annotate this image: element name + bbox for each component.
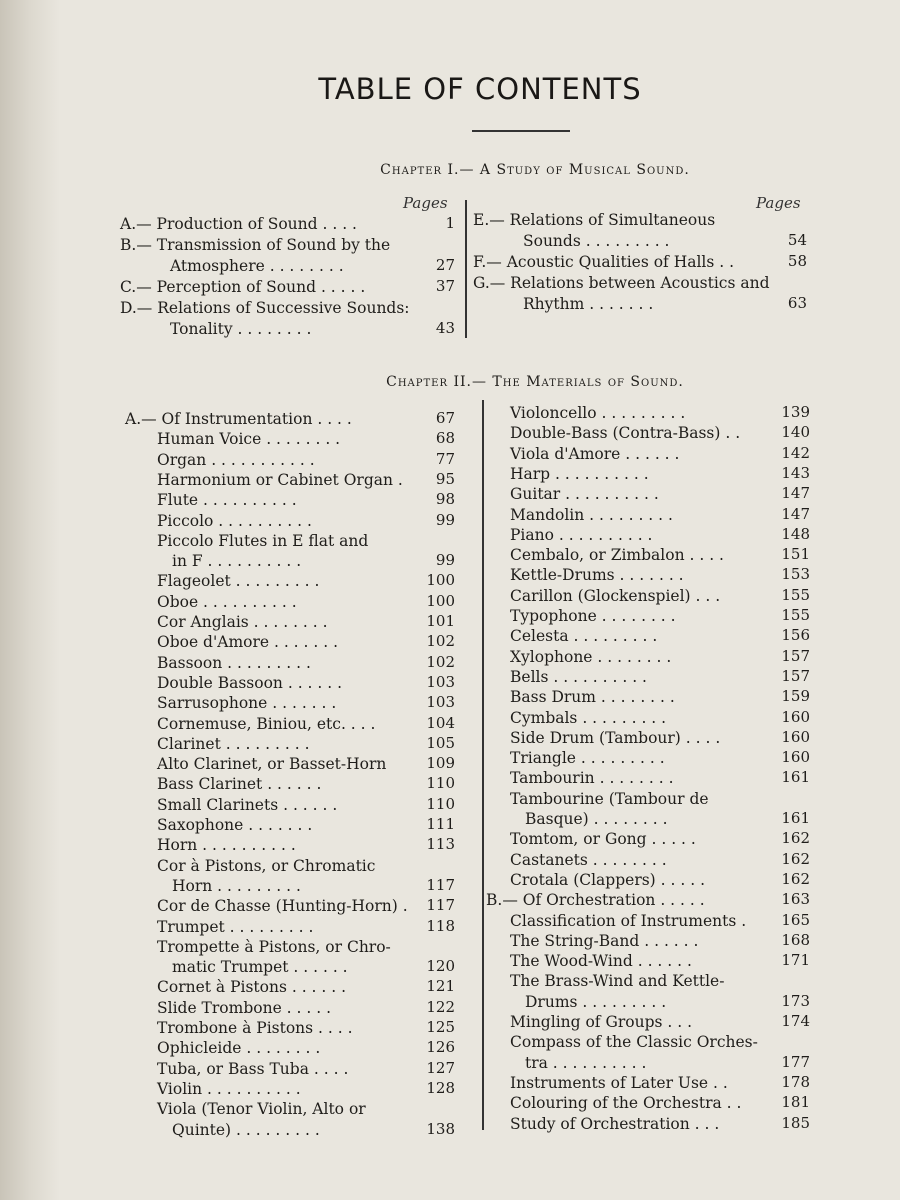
toc-entry-label: Alto Clarinet, or Basset-Horn (157, 755, 387, 774)
toc-entry-label: Trompette à Pistons, or Chro- (157, 937, 391, 956)
toc-entry-label-continued: Sounds . . . . . . . . . (523, 232, 670, 250)
toc-entry-label: Oboe . . . . . . . . . . (157, 592, 297, 611)
toc-entry-page: 102 (426, 652, 455, 671)
toc-entry-label: Organ . . . . . . . . . . . (157, 450, 315, 469)
toc-entry-label: Trumpet . . . . . . . . . (157, 917, 314, 936)
toc-entry-page: 111 (426, 815, 455, 833)
toc-entry-label: The String-Band . . . . . . (510, 931, 699, 950)
toc-entry-page: 157 (781, 666, 810, 685)
toc-entry-page: 110 (426, 794, 455, 813)
toc-entry-label-continued: Basque) . . . . . . . . (525, 810, 668, 828)
toc-entry-label: Cymbals . . . . . . . . . (510, 708, 667, 727)
toc-entry-page: 117 (426, 875, 455, 894)
toc-entry-page: 140 (781, 423, 810, 442)
toc-entry-label: F.— Acoustic Qualities of Halls . . (473, 253, 735, 271)
toc-entry-label: B.— Transmission of Sound by the (120, 236, 391, 254)
toc-entry-label: Colouring of the Orchestra . . (510, 1094, 742, 1113)
toc-entry-label: Sarrusophone . . . . . . . (157, 694, 337, 713)
chapter1-pages-label-left: Pages (403, 194, 448, 212)
toc-entry-label: Saxophone . . . . . . . (157, 816, 313, 834)
chapter1-column-divider (465, 200, 467, 338)
chapter1-heading: Chapter I.— A Study of Musical Sound. (380, 162, 690, 178)
toc-entry-label-continued: Tonality . . . . . . . . (170, 320, 312, 338)
toc-entry-label: A.— Of Instrumentation . . . . (125, 410, 352, 428)
toc-entry-label: Bass Drum . . . . . . . . (510, 688, 675, 707)
toc-entry-label: Mandolin . . . . . . . . . (510, 505, 673, 524)
toc-entry-page: 43 (435, 319, 455, 337)
toc-entry-page: 122 (426, 997, 455, 1016)
toc-page (70, 0, 900, 1200)
toc-entry-label: The Wood-Wind . . . . . . (510, 952, 692, 971)
toc-entry-label: Viola (Tenor Violin, Alto or (157, 1100, 366, 1119)
toc-entry-page: 142 (781, 443, 810, 462)
toc-entry-label: Crotala (Clappers) . . . . . (510, 870, 705, 889)
toc-entry-label: Flageolet . . . . . . . . . (157, 572, 320, 591)
toc-entry-page: 151 (781, 545, 810, 564)
toc-entry-page: 160 (781, 748, 810, 767)
toc-entry-label: E.— Relations of Simultaneous (473, 211, 716, 229)
toc-entry-label: Trombone à Pistons . . . . (157, 1019, 353, 1037)
toc-entry-page: 120 (426, 957, 455, 976)
toc-entry-label: Tuba, or Bass Tuba . . . . (157, 1059, 349, 1078)
toc-entry-label: Guitar . . . . . . . . . . (510, 485, 659, 504)
toc-entry-label: D.— Relations of Successive Sounds: (120, 299, 410, 317)
toc-entry-page: 178 (781, 1072, 810, 1091)
toc-entry-label: Human Voice . . . . . . . . (157, 430, 341, 449)
toc-entry-label: Harp . . . . . . . . . . (510, 464, 649, 483)
toc-entry-page: 143 (781, 463, 810, 482)
toc-entry-page: 171 (781, 951, 810, 970)
toc-entry-page: 177 (781, 1052, 810, 1071)
toc-entry-page: 101 (426, 612, 455, 630)
toc-entry-page: 99 (435, 510, 455, 529)
toc-entry-page: 174 (781, 1012, 810, 1030)
toc-entry-label-continued: Rhythm . . . . . . . (523, 295, 654, 313)
toc-entry-label: C.— Perception of Sound . . . . . (120, 278, 366, 296)
title-rule (472, 130, 570, 132)
toc-entry-page: 102 (426, 632, 455, 651)
toc-entry-page: 139 (781, 403, 810, 421)
toc-entry-page: 162 (781, 829, 810, 848)
toc-entry-label: Harmonium or Cabinet Organ . (157, 470, 403, 489)
toc-entry-label: Violin . . . . . . . . . . (157, 1079, 301, 1098)
toc-entry-label: G.— Relations between Acoustics and (473, 274, 770, 292)
toc-entry-page: 100 (426, 591, 455, 610)
toc-entry-page: 104 (426, 713, 455, 732)
toc-entry-label: Oboe d'Amore . . . . . . . (157, 633, 339, 652)
toc-entry-label: Clarinet . . . . . . . . . (157, 734, 310, 753)
toc-entry-page: 67 (435, 409, 455, 427)
page-title: TABLE OF CONTENTS (318, 72, 642, 106)
toc-entry-page: 157 (781, 646, 810, 665)
toc-entry-page: 161 (781, 768, 810, 787)
toc-entry-page: 127 (426, 1058, 455, 1077)
toc-entry-label-continued: Atmosphere . . . . . . . . (170, 257, 344, 275)
toc-entry-label: Ophicleide . . . . . . . . (157, 1039, 321, 1058)
toc-entry-label: Typophone . . . . . . . . (510, 607, 676, 625)
toc-entry-page: 109 (426, 754, 455, 773)
toc-entry-label: B.— Of Orchestration . . . . . (486, 891, 705, 910)
chapter1-pages-label-right: Pages (756, 194, 801, 212)
toc-entry-page: 181 (781, 1093, 810, 1112)
toc-entry-page: 162 (781, 849, 810, 868)
toc-entry-label: Study of Orchestration . . . (510, 1114, 720, 1133)
toc-entry-label-continued: in F . . . . . . . . . . (172, 552, 302, 571)
toc-entry-label: Tambourin . . . . . . . . (510, 769, 674, 788)
toc-entry-page: 147 (781, 504, 810, 523)
toc-entry-label: Triangle . . . . . . . . . (510, 749, 665, 768)
toc-entry-page: 118 (426, 916, 455, 935)
toc-entry-page: 163 (781, 890, 810, 909)
toc-entry-page: 105 (426, 733, 455, 752)
toc-entry-label: Tomtom, or Gong . . . . . (510, 830, 696, 849)
toc-entry-page: 68 (435, 429, 455, 448)
toc-entry-page: 54 (787, 231, 807, 249)
toc-entry-label-continued: Quinte) . . . . . . . . . (172, 1120, 320, 1139)
toc-entry-label: Bassoon . . . . . . . . . (157, 653, 311, 672)
toc-entry-label: Cornemuse, Biniou, etc. . . . (157, 714, 376, 733)
toc-entry-page: 77 (435, 449, 455, 468)
toc-entry-label: Horn . . . . . . . . . . (157, 836, 296, 855)
toc-entry-page: 95 (435, 469, 455, 488)
toc-entry-label-continued: tra . . . . . . . . . . (525, 1053, 647, 1072)
toc-entry-page: 100 (426, 571, 455, 590)
toc-entry-page: 168 (781, 930, 810, 949)
toc-entry-page: 156 (781, 626, 810, 645)
toc-entry-page: 153 (781, 565, 810, 584)
toc-entry-page: 37 (435, 277, 455, 295)
toc-entry-page: 148 (781, 524, 810, 543)
toc-entry-page: 160 (781, 707, 810, 726)
toc-entry-label: Bells . . . . . . . . . . (510, 667, 647, 686)
toc-entry-label: Instruments of Later Use . . (510, 1073, 728, 1092)
toc-entry-page: 1 (445, 214, 455, 232)
toc-entry-page: 27 (435, 256, 455, 274)
toc-entry-page: 185 (781, 1113, 810, 1132)
toc-entry-label: Xylophone . . . . . . . . (510, 647, 672, 666)
toc-entry-page: 117 (426, 896, 455, 915)
toc-entry-page: 173 (781, 991, 810, 1010)
toc-entry-label: Cembalo, or Zimbalon . . . . (510, 546, 724, 565)
chapter2-heading: Chapter II.— The Materials of Sound. (386, 374, 684, 390)
toc-entry-page: 162 (781, 869, 810, 888)
toc-entry-page: 99 (435, 551, 455, 570)
toc-entry-label: Cornet à Pistons . . . . . . (157, 978, 347, 997)
toc-entry-label-continued: Horn . . . . . . . . . (172, 876, 301, 895)
toc-entry-label: Cor de Chasse (Hunting-Horn) . (157, 897, 408, 916)
toc-entry-page: 160 (781, 727, 810, 746)
toc-entry-page: 103 (426, 672, 455, 691)
toc-entry-label: Classification of Instruments . (510, 911, 747, 930)
toc-entry-label-continued: matic Trumpet . . . . . . (172, 958, 348, 977)
toc-entry-page: 138 (426, 1119, 455, 1138)
toc-entry-label: Carillon (Glockenspiel) . . . (510, 586, 721, 605)
toc-entry-label: Double Bassoon . . . . . . (157, 673, 343, 692)
toc-entry-label: Bass Clarinet . . . . . . (157, 775, 322, 794)
toc-entry-label: Cor à Pistons, or Chromatic (157, 856, 376, 875)
toc-entry-page: 161 (781, 809, 810, 827)
toc-entry-page: 63 (787, 294, 807, 312)
toc-entry-page: 155 (781, 606, 810, 624)
toc-entry-label: A.— Production of Sound . . . . (120, 215, 357, 233)
toc-entry-page: 121 (426, 977, 455, 996)
toc-entry-page: 103 (426, 693, 455, 712)
toc-entry-page: 126 (426, 1038, 455, 1057)
toc-entry-label: Viola d'Amore . . . . . . (510, 444, 680, 463)
toc-entry-page: 128 (426, 1078, 455, 1097)
toc-entry-label: Mingling of Groups . . . (510, 1013, 693, 1031)
toc-entry-page: 159 (781, 687, 810, 706)
toc-entry-page: 113 (426, 835, 455, 854)
toc-entry-label: Celesta . . . . . . . . . (510, 627, 658, 646)
toc-entry-label: The Brass-Wind and Kettle- (510, 972, 725, 991)
toc-entry-label: Small Clarinets . . . . . . (157, 795, 338, 814)
toc-entry-label: Double-Bass (Contra-Bass) . . (510, 424, 741, 443)
toc-entry-label: Slide Trombone . . . . . (157, 998, 332, 1017)
toc-entry-page: 147 (781, 484, 810, 503)
toc-entry-label: Cor Anglais . . . . . . . . (157, 613, 328, 631)
toc-entry-page: 98 (435, 490, 455, 509)
toc-entry-label: Piccolo . . . . . . . . . . (157, 511, 312, 530)
toc-entry-label: Piccolo Flutes in E flat and (157, 531, 369, 550)
toc-entry-label: Flute . . . . . . . . . . (157, 491, 297, 510)
toc-entry-label: Castanets . . . . . . . . (510, 850, 667, 869)
toc-entry-label: Compass of the Classic Orches- (510, 1033, 758, 1052)
toc-entry-page: 58 (787, 252, 807, 270)
toc-entry-label: Piano . . . . . . . . . . (510, 525, 653, 544)
toc-entry-page: 110 (426, 774, 455, 793)
toc-entry-label: Kettle-Drums . . . . . . . (510, 566, 684, 585)
toc-entry-label: Tambourine (Tambour de (510, 789, 709, 808)
book-gutter (0, 0, 60, 1200)
toc-entry-page: 155 (781, 585, 810, 604)
chapter2-column-divider (482, 400, 484, 1130)
toc-entry-label-continued: Drums . . . . . . . . . (525, 992, 667, 1011)
toc-entry-page: 165 (781, 910, 810, 929)
toc-entry-label: Side Drum (Tambour) . . . . (510, 728, 721, 747)
toc-entry-label: Violoncello . . . . . . . . . (510, 404, 686, 422)
toc-entry-page: 125 (426, 1018, 455, 1036)
